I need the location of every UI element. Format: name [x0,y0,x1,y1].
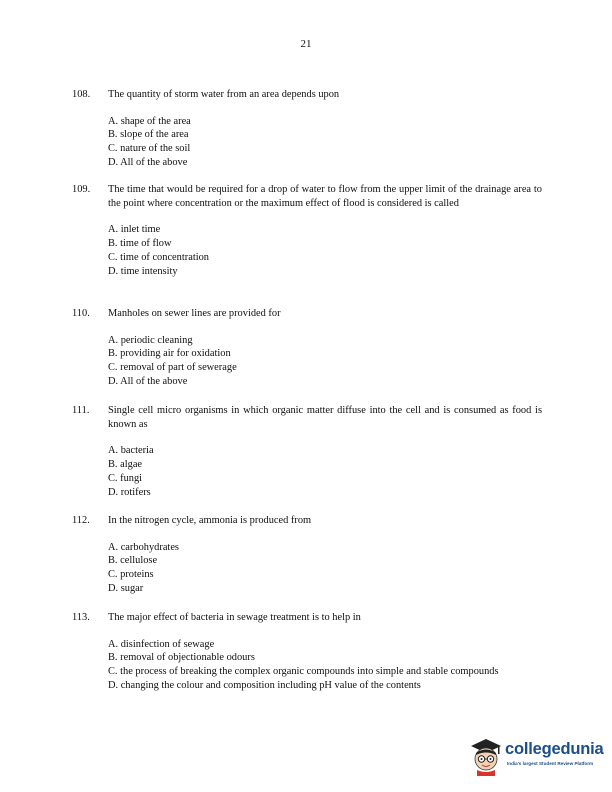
question-text: The time that would be required for a drop of water to flow from the upper limit of the drainage area to the point where concentration or the maximum effect of flood is considered is called [108,184,542,209]
question-109 [72,183,542,278]
option-a: A. periodic cleaning [108,334,193,346]
question-number: 108. [72,89,91,100]
question-number: 110. [72,308,90,319]
option-c: C. proteins [108,569,154,581]
option-d: D. time intensity [108,265,178,277]
question-112 [72,514,542,596]
question-text: Single cell micro organisms in which organic matter diffuse into the cell and is consumed as food is known as [108,405,542,430]
question-113 [72,611,542,693]
question-number: 109. [72,184,91,195]
option-b: B. removal of objectionable odours [108,652,255,664]
option-c: C. nature of the soil [108,143,191,155]
page-number: 21 [300,38,312,50]
option-list [108,444,542,499]
option-c: C. removal of part of sewerage [108,362,237,374]
question-number: 113. [72,612,90,623]
option-list [108,541,542,596]
option-d: D. sugar [108,582,144,594]
mascot-icon [468,736,504,776]
question-text: In the nitrogen cycle, ammonia is produced from [108,515,312,526]
question-number: 111. [72,405,90,416]
option-b: B. cellulose [108,555,158,567]
option-b: B. slope of the area [108,129,189,141]
question-text: The quantity of storm water from an area depends upon [108,89,340,100]
option-list [108,223,542,278]
collegedunia-logo [468,736,608,776]
option-a: A. carbohydrates [108,541,179,553]
option-c: C. fungi [108,472,143,484]
option-d: D. All of the above [108,156,188,168]
option-a: A. disinfection of sewage [108,638,215,650]
question-111 [72,404,542,499]
option-list [108,115,542,170]
option-c: C. time of concentration [108,251,209,263]
question-number: 112. [72,515,90,526]
option-list [108,334,542,389]
question-text: Manholes on sewer lines are provided for [108,308,281,319]
option-b: B. algae [108,458,143,470]
option-c: C. the process of breaking the complex organic compounds into simple and stable compounds [108,666,499,678]
question-110 [72,307,542,389]
question-108 [72,88,542,170]
option-d: D. All of the above [108,375,188,387]
option-a: A. inlet time [108,224,161,236]
option-a: A. shape of the area [108,115,191,127]
logo-brand-text: collegedunia [505,740,604,758]
question-text: The major effect of bacteria in sewage treatment is to help in [108,612,361,623]
option-b: B. providing air for oxidation [108,348,231,360]
option-d: D. rotifers [108,486,151,498]
option-list [108,638,542,693]
option-d: D. changing the colour and composition including pH value of the contents [108,679,421,691]
logo-tagline: India's largest Student Review Platform [507,761,594,766]
option-b: B. time of flow [108,237,172,249]
option-a: A. bacteria [108,445,154,457]
